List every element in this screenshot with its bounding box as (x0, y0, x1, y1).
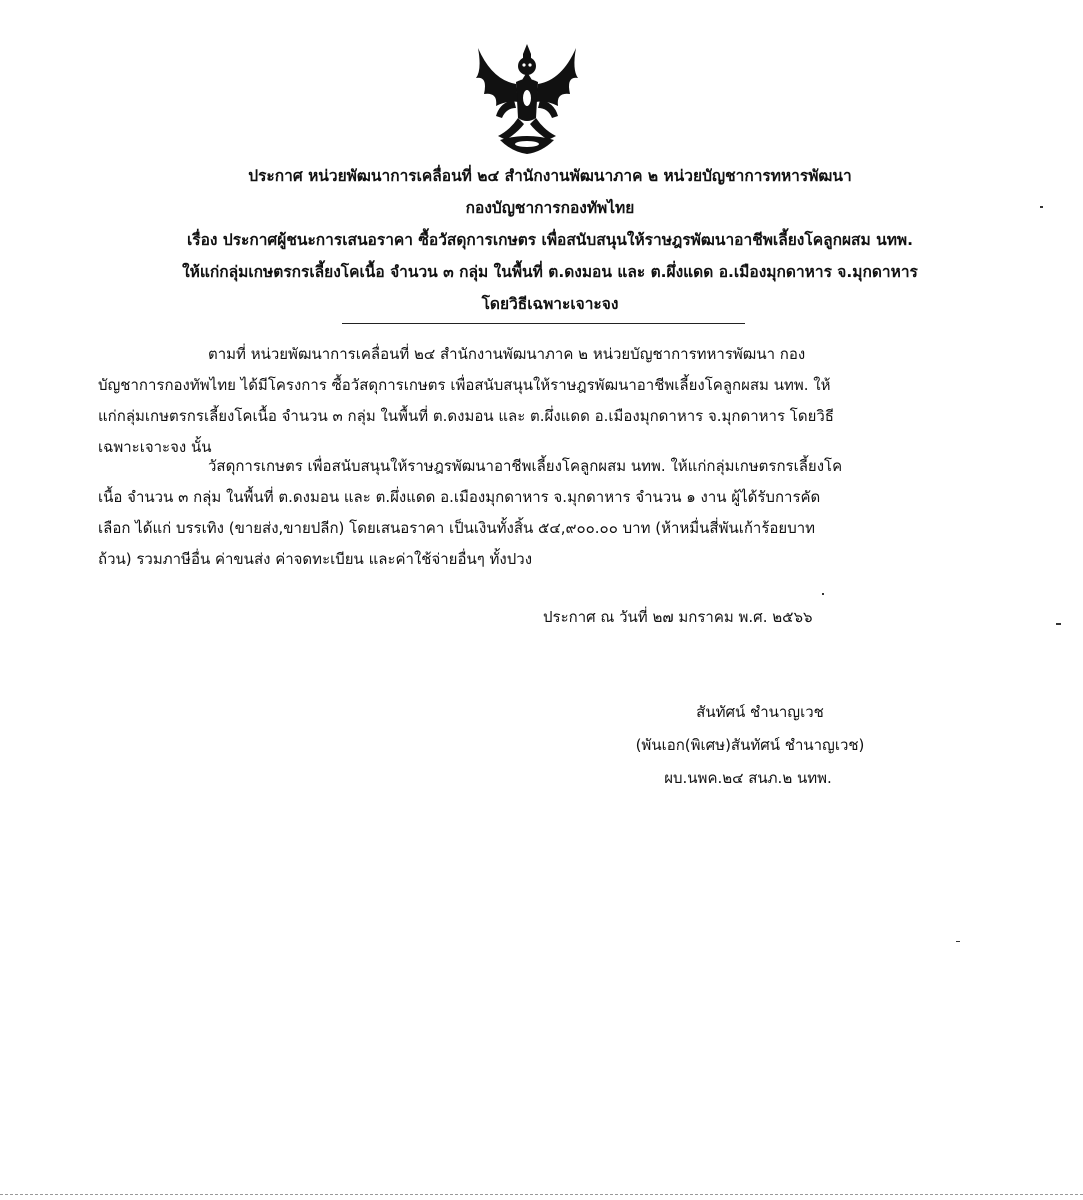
heading-subject-line-1: เรื่อง ประกาศผู้ชนะการเสนอราคา ซื้อวัสดุการเกษตร เพื่อสนับสนุนให้ราษฎรพัฒนาอาชีพเลี้ยงโคลูกผสม นทพ. (186, 231, 914, 249)
paragraph-1 (98, 339, 998, 463)
paragraph-1-line-1: ตามที่ หน่วยพัฒนาการเคลื่อนที่ ๒๔ สำนักงานพัฒนาภาค ๒ หน่วยบัญชาการทหารพัฒนา กอง (208, 345, 806, 363)
paragraph-1-line-4: เฉพาะเจาะจง นั้น (98, 438, 212, 456)
heading-subject-line-2: ให้แก่กลุ่มเกษตรกรเลี้ยงโคเนื้อ จำนวน ๓ กลุ่ม ในพื้นที่ ต.ดงมอน และ ต.ผึ่งแดด อ.เมืองมุกดาหาร จ.มุกดาหาร (182, 263, 918, 281)
heading-divider (342, 323, 745, 324)
paragraph-1-line-3: แก่กลุ่มเกษตรกรเลี้ยงโคเนื้อ จำนวน ๓ กลุ่ม ในพื้นที่ ต.ดงมอน และ ต.ผึ่งแดด อ.เมืองมุกดาหาร จ.มุกดาหาร โดยวิธี (98, 407, 834, 425)
scan-edge-line (0, 1194, 1083, 1195)
heading-subject-line-3: โดยวิธีเฉพาะเจาะจง (481, 295, 619, 313)
paragraph-1-line-2: บัญชาการกองทัพไทย ได้มีโครงการ ซื้อวัสดุการเกษตร เพื่อสนับสนุนให้ราษฎรพัฒนาอาชีพเลี้ยงโคลูกผสม นทพ. ให้ (98, 376, 831, 394)
signature-name: สันทัศน์ ชำนาญเวช (696, 703, 824, 721)
signature-full-name: (พันเอก(พิเศษ)สันทัศน์ ชำนาญเวช) (635, 736, 865, 754)
paragraph-2 (98, 451, 998, 575)
announcement-date: ประกาศ ณ วันที่ ๒๗ มกราคม พ.ศ. ๒๕๖๖ (543, 608, 813, 626)
paragraph-2-line-4: ถ้วน) รวมภาษีอื่น ค่าขนส่ง ค่าจดทะเบียน และค่าใช้จ่ายอื่นๆ ทั้งปวง (98, 550, 533, 568)
scan-speck (1056, 623, 1061, 625)
document-heading (90, 160, 1010, 320)
scan-speck (956, 941, 960, 942)
heading-line-1: ประกาศ หน่วยพัฒนาการเคลื่อนที่ ๒๔ สำนักงานพัฒนาภาค ๒ หน่วยบัญชาการทหารพัฒนา (248, 167, 852, 185)
scan-speck (822, 593, 824, 595)
scan-speck (1040, 206, 1043, 208)
paragraph-2-line-2: เนื้อ จำนวน ๓ กลุ่ม ในพื้นที่ ต.ดงมอน และ ต.ผึ่งแดด อ.เมืองมุกดาหาร จ.มุกดาหาร จำนวน ๑ งาน ผู้ได้รับการคัด (98, 488, 821, 506)
signature-position: ผบ.นพค.๒๔ สนภ.๒ นทพ. (664, 769, 832, 787)
heading-line-2: กองบัญชาการกองทัพไทย (465, 199, 635, 217)
paragraph-2-line-1: วัสดุการเกษตร เพื่อสนับสนุนให้ราษฎรพัฒนาอาชีพเลี้ยงโคลูกผสม นทพ. ให้แก่กลุ่มเกษตรกรเลี้ยงโค (208, 457, 843, 475)
garuda-emblem-icon (470, 40, 585, 155)
paragraph-2-line-3: เลือก ได้แก่ บรรเทิง (ขายส่ง,ขายปลีก) โดยเสนอราคา เป็นเงินทั้งสิ้น ๕๔,๙๐๐.๐๐ บาท (ห้าหมื่นสี่พันเก้าร้อยบาท (98, 519, 816, 537)
